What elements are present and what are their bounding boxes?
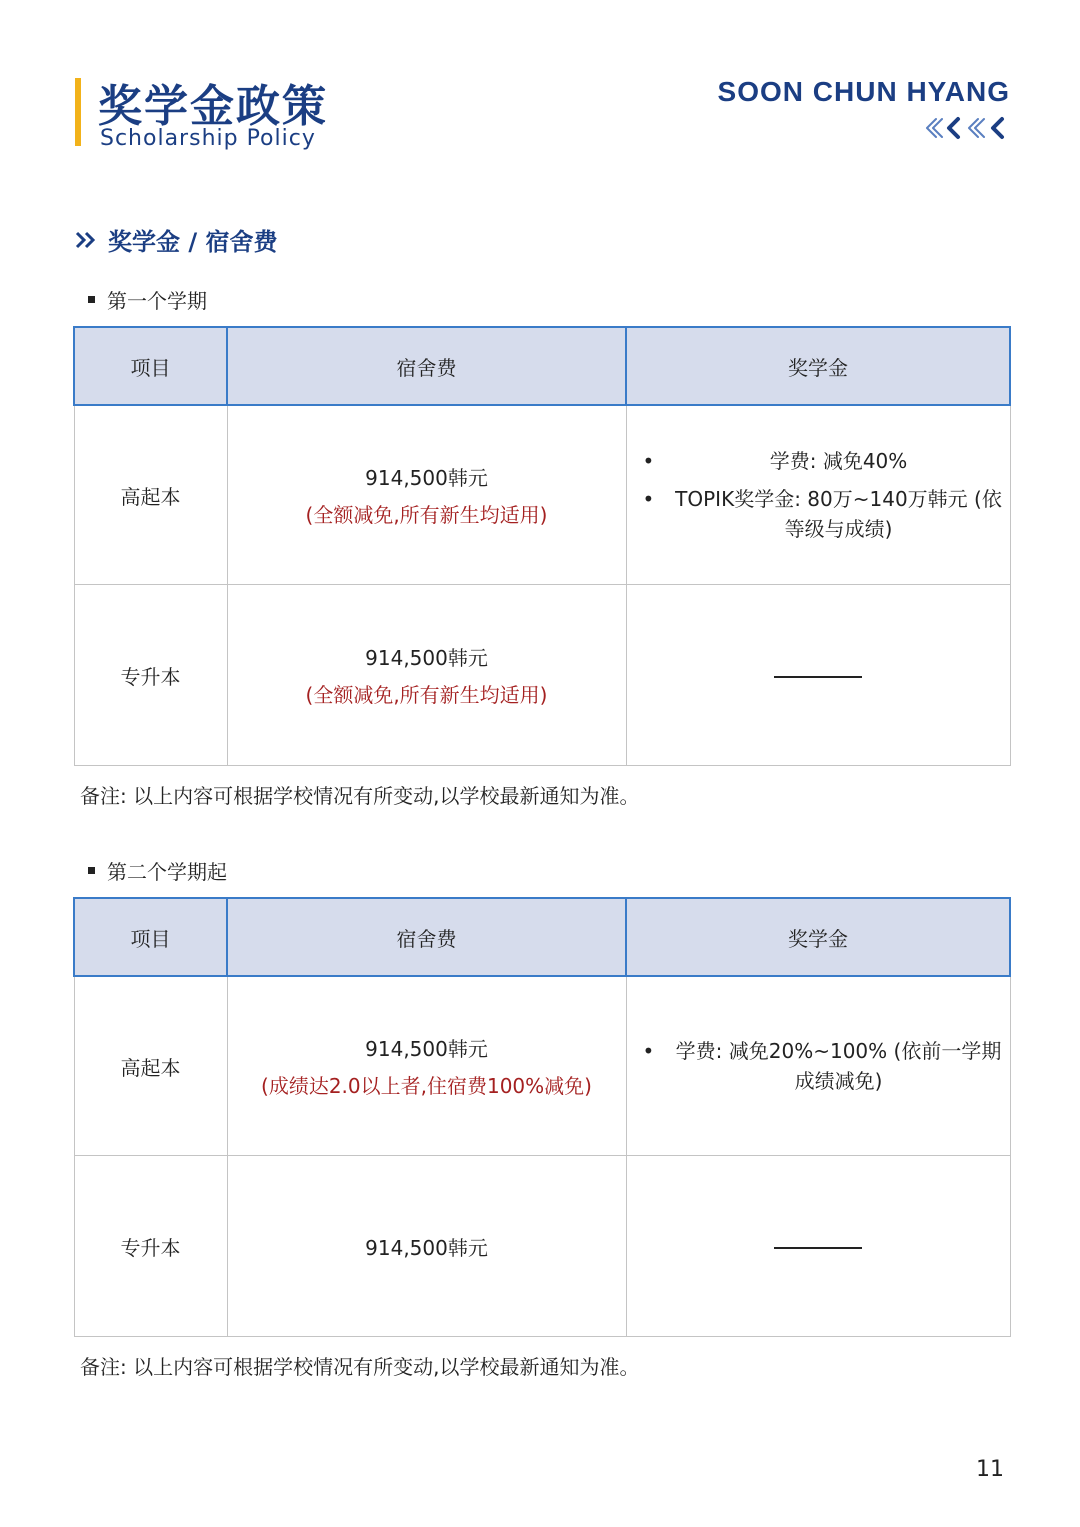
scholarship-cell: [626, 585, 1010, 766]
list-item: • 学费: 减免40%: [643, 446, 1009, 476]
table1-note: 备注: 以上内容可根据学校情况有所变动,以学校最新通知为准。: [80, 784, 640, 808]
category-cell: 高起本: [74, 405, 227, 585]
header-scholarship: 奖学金: [626, 327, 1010, 405]
header-item: 项目: [74, 327, 227, 405]
table-row: [74, 405, 1010, 585]
table-header-row: [74, 898, 1010, 976]
double-chevron-right-icon: [74, 230, 98, 250]
fee-cell: [227, 405, 626, 585]
fee-cell: [227, 1156, 626, 1337]
table2-note: 备注: 以上内容可根据学校情况有所变动,以学校最新通知为准。: [80, 1355, 640, 1379]
section-heading-text: 奖学金 / 宿舍费: [108, 228, 278, 256]
scholarship-cell: [626, 976, 1010, 1156]
square-bullet-icon: [88, 867, 95, 874]
table-row: [74, 976, 1010, 1156]
dash-line: [774, 1247, 862, 1249]
scholarship-cell: [626, 1156, 1010, 1337]
dash-line: [774, 676, 862, 678]
fee-amount: 914,500韩元: [365, 1037, 488, 1061]
list-item: • 学费: 减免20%~100% (依前一学期成绩减免): [643, 1036, 1009, 1096]
page-subtitle: Scholarship Policy: [100, 126, 316, 151]
page-title: 奖学金政策: [98, 81, 328, 132]
header-scholarship: 奖学金: [626, 898, 1010, 976]
table-header-row: [74, 327, 1010, 405]
chevrons-left-icon: [922, 116, 1008, 140]
table1: [73, 326, 1011, 766]
fee-amount: 914,500韩元: [365, 1235, 488, 1260]
fee-cell: [227, 585, 626, 766]
table-row: [74, 585, 1010, 766]
fee-note: (全额减免,所有新生均适用): [305, 683, 548, 707]
header-item: 项目: [74, 898, 227, 976]
category-cell: 专升本: [74, 1156, 227, 1337]
square-bullet-icon: [88, 296, 95, 303]
fee-amount: 914,500韩元: [365, 466, 488, 490]
list-item: • TOPIK奖学金: 80万~140万韩元 (依等级与成绩): [643, 484, 1009, 544]
table1-subhead-text: 第一个学期: [107, 289, 207, 313]
table2-subhead-text: 第二个学期起: [107, 860, 227, 884]
section-heading: [74, 222, 277, 257]
table-row: [74, 1156, 1010, 1337]
fee-amount: 914,500韩元: [365, 646, 488, 670]
scholarship-cell: [626, 405, 1010, 585]
header-dorm-fee: 宿舍费: [227, 327, 626, 405]
page-number: 11: [976, 1457, 1004, 1482]
table1-subhead: [88, 285, 207, 314]
header-dorm-fee: 宿舍费: [227, 898, 626, 976]
brand-name: SOON CHUN HYANG: [717, 76, 1010, 107]
table2: [73, 897, 1011, 1337]
title-accent-bar: [75, 78, 81, 146]
table2-subhead: [88, 856, 227, 885]
fee-note: (全额减免,所有新生均适用): [305, 503, 548, 527]
fee-note: (成绩达2.0以上者,住宿费100%减免): [261, 1074, 592, 1098]
category-cell: 专升本: [74, 585, 227, 766]
fee-cell: [227, 976, 626, 1156]
category-cell: 高起本: [74, 976, 227, 1156]
